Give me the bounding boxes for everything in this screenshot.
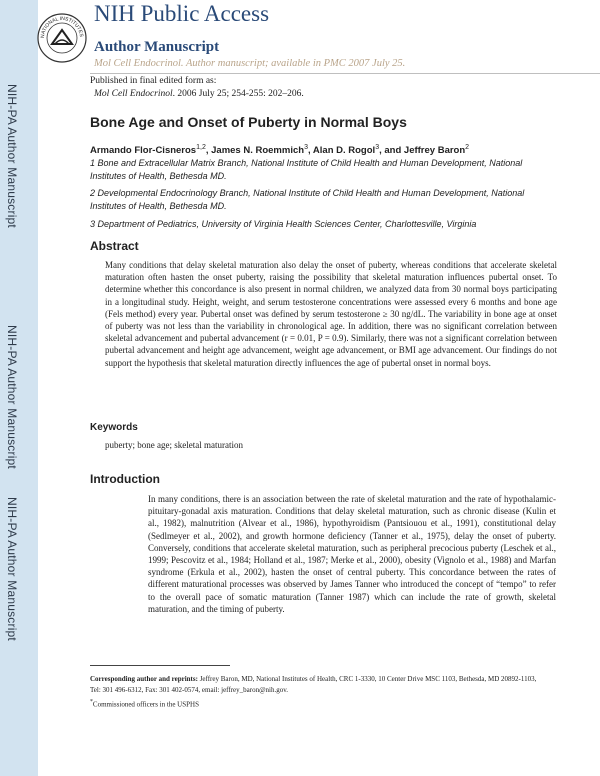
commissioned-footnote — [90, 697, 540, 710]
header-subtitle: Author Manuscript — [94, 39, 220, 55]
header-divider — [90, 73, 600, 74]
keywords-text: puberty; bone age; skeletal maturation — [105, 440, 243, 450]
author-separator: , — [307, 145, 313, 157]
header-title: NIH Public Access — [94, 1, 270, 26]
footnote-divider — [90, 665, 230, 666]
author-separator: , and — [379, 145, 404, 157]
author-affiliation-marker: 1,2 — [196, 144, 206, 151]
sidebar-label: NIH-PA Author Manuscript — [5, 84, 19, 228]
nih-logo-icon — [36, 2, 88, 72]
article-title: Bone Age and Onset of Puberty in Normal Boys — [90, 114, 407, 130]
journal-name[interactable]: Mol Cell Endocrinol — [94, 89, 173, 99]
author-affiliation-marker: 3 — [375, 144, 380, 151]
introduction-text: In many conditions, there is an association between the rate of skeletal maturation and the rate of hypothalamic-pituitary-gonadal axis maturation. Conditions that delay skeletal maturation, such as chronic disease (Kulin et al., 1982), malnutrition (Alvear et al., 1986), hypothyroidism (Pantsiouou et al., 1991), constitutional delay (Sedlmeyer et al., 2002), and growth hormone deficiency (Tanner et al., 1975), delay the onset of puberty. Conversely, conditions that accelerate skeletal maturation, such as peripheral precocious puberty (Leschek et al., 1999; Pescovitz et al., 1984; Holland et al., 1987; Merke et al., 2000), obesity (Vignolo et al., 1988) and Marfan syndrome (Erkula et al., 2002), hasten the onset of central puberty. This concordance between the rates of different maturational processes was observed by James Tanner who introduced the concept of “tempo” to refer to the overall pace of somatic maturation (Tanner 1987) which can include the rate of growth, skeletal maturation, and the timing of puberty. — [148, 494, 556, 614]
corresponding-author-footnote — [90, 674, 540, 696]
abstract-text: Many conditions that delay skeletal maturation also delay the onset of puberty, whereas conditions that accelerate skeletal maturation often hasten the onset puberty, raising the possibility that skeletal maturation influences pubertal onset. To determine whether this concordance is also present in normal children, we analyzed data from 30 normal boys participating in a longitudinal study. Height, weight, and serum testosterone concentrations were assessed every 6 months and bone age (Fels method) every year. Pubertal onset was defined by serum testosterone ≥ 30 ng/dL. The variability in bone age at onset of puberty was not less than the variability in chronological age. In addition, there was no significant correlation between skeletal advancement and pubertal advancement (r = 0.01, P = 0.9). Similarly, there was not a significant correlation between pubertal advancement and height age advancement, weight age advancement, or BMI age advancement. Our findings do not support the hypothesis that skeletal maturation directly influences the age of pubertal onset in normal boys. — [105, 260, 557, 368]
author-list — [90, 144, 469, 156]
sidebar-label: NIH-PA Author Manuscript — [5, 325, 19, 469]
author-name: Jeffrey Baron — [403, 145, 466, 157]
footnote-text: Jeffrey Baron, MD, National Institutes of Health, CRC 1-3330, 10 Center Drive MSC 1103, Bethesda, MD 20892-1103, Tel: 301 496-6312, Fax: 301 402-0574, email: jeffrey_baron@nih.gov. — [90, 675, 537, 694]
header-availability-note: Mol Cell Endocrinol. Author manuscript; available in PMC 2007 July 25. — [94, 58, 406, 69]
footnote-marker: * — [90, 699, 93, 705]
footnote-text: Commissioned officers in the USPHS — [92, 700, 199, 709]
author-name: James N. Roemmich — [211, 145, 305, 157]
author-name: Armando Flor-Cisneros — [90, 145, 197, 157]
author-affiliation-marker: 3 — [304, 144, 308, 151]
affiliation: 2 Developmental Endocrinology Branch, National Institute of Child Health and Human Development, National Institutes of Health, Bethesda MD. — [90, 188, 525, 211]
affiliation: 3 Department of Pediatrics, University of Virginia Health Sciences Center, Charlottesville, Virginia — [90, 219, 477, 229]
introduction-heading: Introduction — [90, 472, 160, 486]
keywords-heading: Keywords — [90, 422, 138, 433]
author-affiliation-marker: 2 — [465, 144, 470, 151]
author-name: Alan D. Rogol — [312, 145, 376, 157]
abstract-heading: Abstract — [90, 239, 139, 253]
affiliation: 1 Bone and Extracellular Matrix Branch, National Institute of Child Health and Human Development, National Institutes of Health, Bethesda MD. — [90, 158, 523, 181]
logo-text: NATIONAL INSTITUTES — [39, 15, 85, 39]
sidebar-label: NIH-PA Author Manuscript — [5, 497, 19, 641]
author-separator: , — [205, 145, 212, 157]
citation-details: . 2006 July 25; 254-255: 202–206. — [172, 89, 304, 99]
published-in-label: Published in final edited form as: — [90, 76, 217, 86]
citation — [94, 89, 304, 99]
footnote-label: Corresponding author and reprints: — [90, 675, 198, 683]
